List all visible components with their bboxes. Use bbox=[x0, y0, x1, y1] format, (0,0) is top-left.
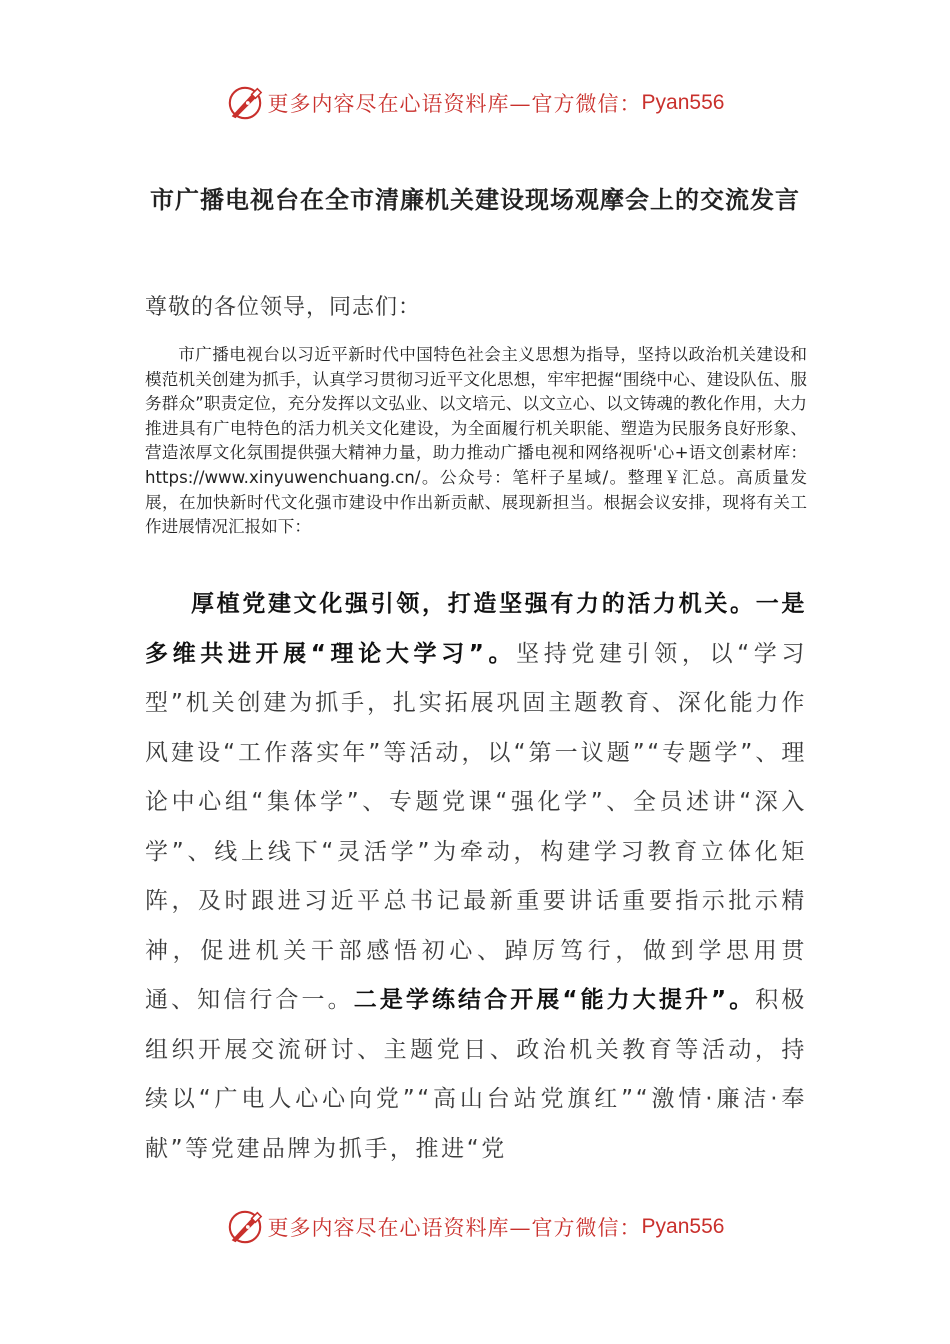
section-heading: 厚植党建文化强引领，打造坚强有力的活力机关。 bbox=[191, 591, 756, 617]
header-banner bbox=[0, 83, 950, 123]
document-title: 市广播电视台在全市清廉机关建设现场观摩会上的交流发言 bbox=[150, 186, 800, 214]
section-paragraph bbox=[145, 580, 807, 1174]
banner-wechat-id: Pyan556 bbox=[641, 91, 725, 114]
intro-paragraph: 市广播电视台以习近平新时代中国特色社会主义思想为指导，坚持以政治机关建设和模范机关创建为抓手，认真学习贯彻习近平文化思想，牢牢把握“围绕中心、建设队伍、服务群众”职责定位，充分发挥以文弘业、以文培元、以文立心、以文铸魂的教化作用，大力推进具有广电特色的活力机关文化建设，为全面履行机关职能、塑造为民服务良好形象、营造浓厚文化氛围提供强大精神力量，助力推动广播电视和网络视听'心+语文创素材库：https://www.xinyuwenchuang.cn/。公众号：笔杆子星域/。整理￥汇总。高质量发展，在加快新时代文化强市建设中作出新贡献、展现新担当。根据会议安排，现将有关工作进展情况汇报如下： bbox=[145, 345, 807, 537]
salutation: 尊敬的各位领导，同志们： bbox=[145, 295, 422, 320]
banner-text: 更多内容尽在心语资料库—官方微信： bbox=[267, 92, 642, 116]
point-1-title: 一是多维共进开展“理论大学习”。 bbox=[145, 591, 808, 667]
pen-nib-icon bbox=[226, 84, 264, 122]
banner-wechat-id: Pyan556 bbox=[641, 1215, 725, 1238]
point-1-text: 坚持党建引领，以“学习型”机关创建为抓手，扎实拓展巩固主题教育、深化能力作风建设“工作落实年”等活动，以“第一议题”“专题学”、理论中心组“集体学”、专题党课“强化学”、全员述讲“深入学”、线上线下“灵活学”为牵动，构建学习教育立体化矩阵，及时跟进习近平总书记最新重要讲话重要指示批示精神，促进机关干部感悟初心、踔厉笃行，做到学思用贯通、知信行合一。 bbox=[145, 640, 807, 1013]
point-2-text: 积极组织开展交流研讨、主题党日、政治机关教育等活动，持续以“广电人心心向党”“高山台站党旗红”“激情·廉洁·奉献”等党建品牌为抓手，推进“党 bbox=[145, 987, 807, 1162]
banner-text: 更多内容尽在心语资料库—官方微信： bbox=[267, 1216, 642, 1240]
footer-banner bbox=[0, 1207, 950, 1247]
pen-nib-icon bbox=[226, 1208, 264, 1246]
point-2-title: 二是学练结合开展“能力大提升”。 bbox=[353, 987, 756, 1013]
